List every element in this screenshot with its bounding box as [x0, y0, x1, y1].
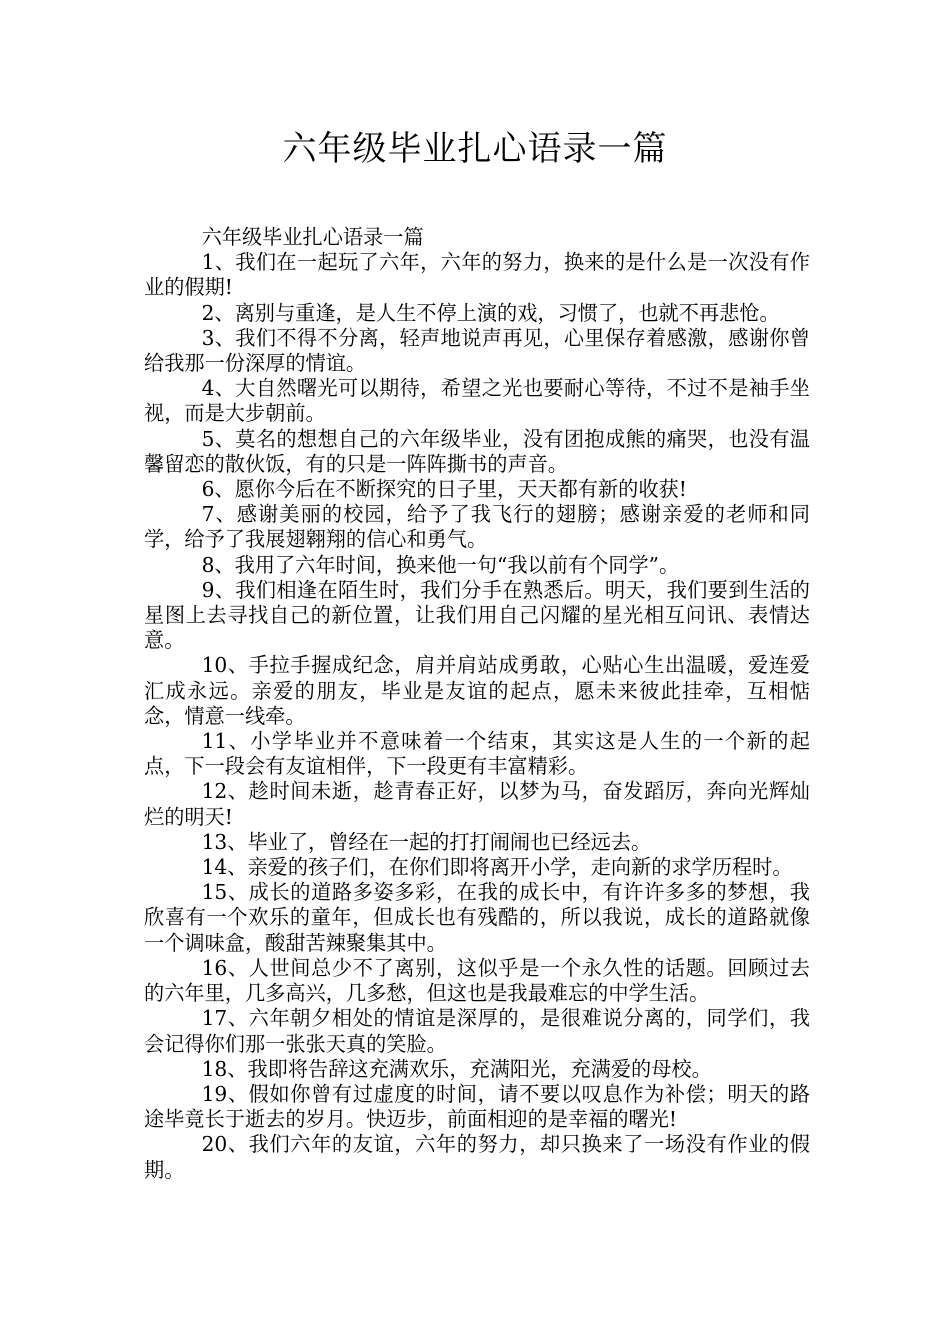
quote-paragraph-6: 6、愿你今后在不断探究的日子里，天天都有新的收获! — [201, 477, 687, 502]
quote-paragraph-11: 11、小学毕业并不意味着一个结束，其实这是人生的一个新的起点，下一段会有友谊相伴，下一段更有丰富精彩。 — [144, 729, 810, 779]
quote-paragraph-20: 20、我们六年的友谊，六年的努力，却只换来了一场没有作业的假期。 — [144, 1132, 810, 1182]
quote-paragraph-3: 3、我们不得不分离，轻声地说声再见，心里保存着感激，感谢你曾给我那一份深厚的情谊。 — [144, 325, 810, 376]
quote-paragraph-16: 16、人世间总少不了离别，这似乎是一个永久性的话题。回顾过去的六年里，几多高兴，几多愁，但这也是我最难忘的中学生活。 — [144, 955, 810, 1006]
quote-paragraph-13: 13、毕业了，曾经在一起的打打闹闹也已经远去。 — [201, 829, 652, 854]
quote-paragraph-14: 14、亲爱的孩子们，在你们即将离开小学，走向新的求学历程时。 — [201, 855, 793, 880]
quote-paragraph-8: 8、我用了六年时间，换来他一句“我以前有个同学”。 — [201, 552, 680, 577]
quote-paragraph-9: 9、我们相逢在陌生时，我们分手在熟悉后。明天，我们要到生活的星图上去寻找自己的新位置，让我们用自己闪耀的星光相互问讯、表情达意。 — [144, 577, 810, 653]
quote-paragraph-2: 2、离别与重逢，是人生不停上演的戏，习惯了，也就不再悲怆。 — [201, 300, 780, 325]
quote-paragraph-18: 18、我即将告辞这充满欢乐，充满阳光，充满爱的母校。 — [201, 1056, 712, 1081]
quote-paragraph-12: 12、趁时间未逝，趁青春正好，以梦为马，奋发蹈厉，奔向光辉灿烂的明天! — [144, 779, 810, 829]
quote-paragraph-15: 15、成长的道路多姿多彩，在我的成长中，有许许多多的梦想，我欣喜有一个欢乐的童年，但成长也有残酷的，所以我说，成长的道路就像一个调味盒，酸甜苦辣聚集其中。 — [144, 880, 810, 955]
quote-paragraph-7: 7、感谢美丽的校园，给予了我飞行的翅膀；感谢亲爱的老师和同学，给予了我展翅翱翔的信心和勇气。 — [144, 502, 810, 552]
quote-paragraph-10: 10、手拉手握成纪念，肩并肩站成勇敢，心贴心生出温暖，爱连爱汇成永远。亲爱的朋友，毕业是友谊的起点，愿未来彼此挂牵，互相惦念，情意一线牵。 — [144, 653, 810, 728]
quote-paragraph-5: 5、莫名的想想自己的六年级毕业，没有团抱成熊的痛哭，也没有温馨留恋的散伙饭，有的只是一阵阵撕书的声音。 — [144, 426, 810, 476]
quote-paragraph-19: 19、假如你曾有过虚度的时间，请不要以叹息作为补偿；明天的路途毕竟长于逝去的岁月。快迈步，前面相迎的是幸福的曙光! — [144, 1081, 810, 1132]
quote-paragraph-4: 4、大自然曙光可以期待，希望之光也要耐心等待，不过不是袖手坐视，而是大步朝前。 — [144, 376, 810, 426]
subtitle-paragraph: 六年级毕业扎心语录一篇 — [201, 225, 424, 249]
document-body — [144, 225, 810, 1183]
document-title: 六年级毕业扎心语录一篇 — [282, 129, 668, 169]
quote-paragraph-1: 1、我们在一起玩了六年，六年的努力，换来的是什么是一次没有作业的假期! — [144, 250, 810, 300]
quote-paragraph-17: 17、六年朝夕相处的情谊是深厚的，是很难说分离的，同学们，我会记得你们那一张张天真的笑脸。 — [144, 1006, 810, 1056]
